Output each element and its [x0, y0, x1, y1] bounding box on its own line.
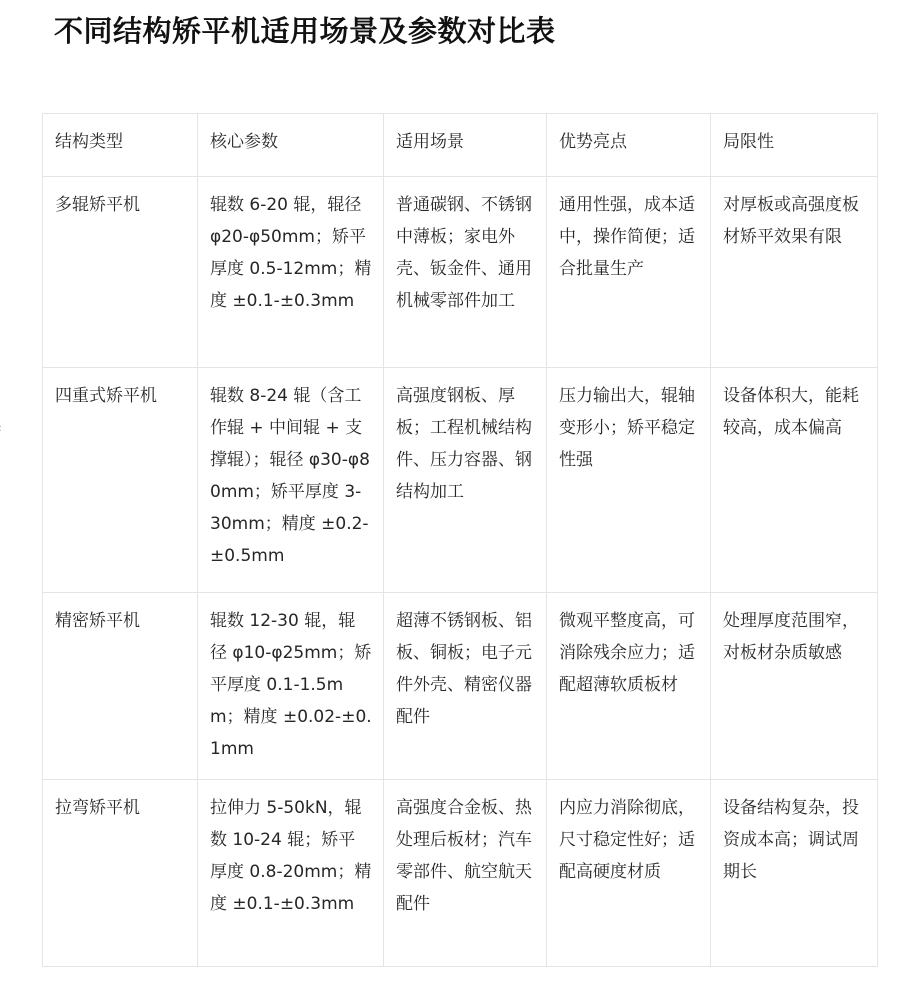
- cell-structure-type: 四重式矫平机: [43, 368, 198, 593]
- cell-scenario: 超薄不锈钢板、铝板、铜板；电子元件外壳、精密仪器配件: [384, 593, 547, 780]
- comparison-table: [42, 113, 878, 967]
- cell-structure-type: 拉弯矫平机: [43, 780, 198, 967]
- table-header: [43, 114, 878, 177]
- cell-scenario: 高强度钢板、厚板；工程机械结构件、压力容器、钢结构加工: [384, 368, 547, 593]
- cell-core-params: 辊数 6-20 辊，辊径 φ20-φ50mm；矫平厚度 0.5-12mm；精度 ±0.1-±0.3mm: [198, 177, 384, 368]
- header-advantage: 优势亮点: [547, 114, 711, 177]
- header-limitation: 局限性: [711, 114, 878, 177]
- table-row: [43, 593, 878, 780]
- cell-limitation: 设备体积大，能耗较高，成本偏高: [711, 368, 878, 593]
- cell-advantage: 压力输出大，辊轴变形小；矫平稳定性强: [547, 368, 711, 593]
- cell-advantage: 微观平整度高，可消除残余应力；适配超薄软质板材: [547, 593, 711, 780]
- table-row: [43, 780, 878, 967]
- cell-structure-type: 多辊矫平机: [43, 177, 198, 368]
- header-structure-type: 结构类型: [43, 114, 198, 177]
- chevron-left-icon[interactable]: [0, 414, 7, 442]
- table-row: [43, 177, 878, 368]
- header-scenario: 适用场景: [384, 114, 547, 177]
- cell-advantage: 通用性强，成本适中，操作简便；适合批量生产: [547, 177, 711, 368]
- table-row: [43, 368, 878, 593]
- cell-advantage: 内应力消除彻底，尺寸稳定性好；适配高硬度材质: [547, 780, 711, 967]
- cell-limitation: 处理厚度范围窄，对板材杂质敏感: [711, 593, 878, 780]
- cell-scenario: 高强度合金板、热处理后板材；汽车零部件、航空航天配件: [384, 780, 547, 967]
- table-header-row: [43, 114, 878, 177]
- table-body: [43, 177, 878, 967]
- cell-limitation: 设备结构复杂，投资成本高；调试周期长: [711, 780, 878, 967]
- cell-core-params: 拉伸力 5-50kN，辊数 10-24 辊；矫平厚度 0.8-20mm；精度 ±0.1-±0.3mm: [198, 780, 384, 967]
- page-title: 不同结构矫平机适用场景及参数对比表: [54, 14, 556, 48]
- cell-core-params: 辊数 12-30 辊，辊径 φ10-φ25mm；矫平厚度 0.1-1.5mm；精度 ±0.02-±0.1mm: [198, 593, 384, 780]
- header-core-params: 核心参数: [198, 114, 384, 177]
- cell-core-params: 辊数 8-24 辊（含工作辊 + 中间辊 + 支撑辊）；辊径 φ30-φ80mm；矫平厚度 3-30mm；精度 ±0.2-±0.5mm: [198, 368, 384, 593]
- cell-structure-type: 精密矫平机: [43, 593, 198, 780]
- cell-limitation: 对厚板或高强度板材矫平效果有限: [711, 177, 878, 368]
- cell-scenario: 普通碳钢、不锈钢中薄板；家电外壳、钣金件、通用机械零部件加工: [384, 177, 547, 368]
